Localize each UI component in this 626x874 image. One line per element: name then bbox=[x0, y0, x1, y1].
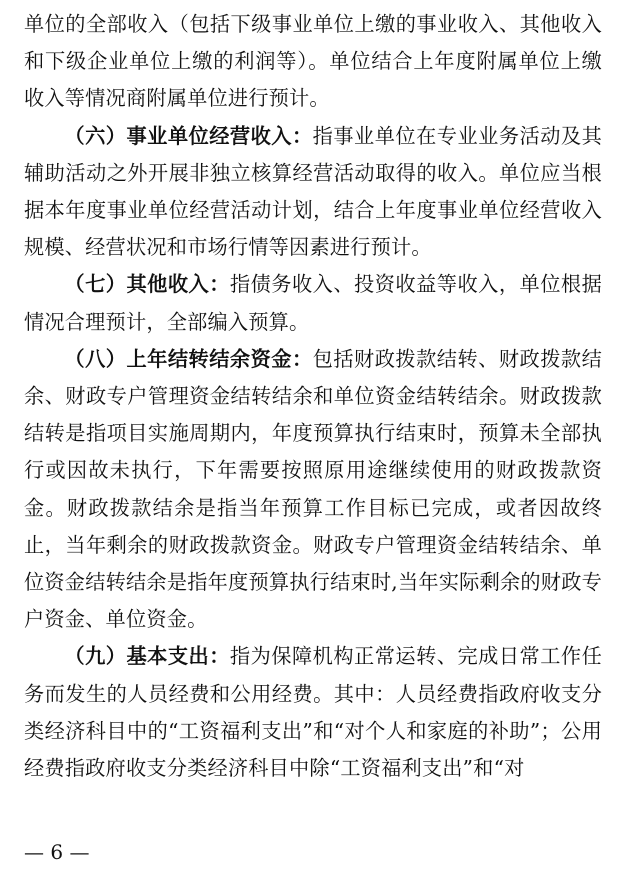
paragraph-continued bbox=[24, 6, 602, 118]
page-number: — 6 — bbox=[24, 840, 90, 864]
paragraph-text: 指债务收入、投资收益等收入，单位根据情况合理预计，全部编入预算。 bbox=[24, 272, 602, 334]
paragraph-section-9 bbox=[24, 638, 602, 787]
section-heading: （六）事业单位经营收入： bbox=[64, 123, 313, 148]
paragraph-section-8 bbox=[24, 341, 602, 639]
section-heading: （七）其他收入： bbox=[64, 272, 230, 297]
paragraph-text: 指事业单位在专业业务活动及其辅助活动之外开展非独立核算经营活动取得的收入。单位应当根据本年度事业单位经营活动计划，结合上年度事业单位经营收入规模、经营状况和市场行情等因素进行预计。 bbox=[24, 123, 602, 260]
paragraph-text: 包括财政拨款结转、财政拨款结余、财政专户管理资金结转结余和单位资金结转结余。财政拨款结转是指项目实施周期内，年度预算执行结束时，预算未全部执行或因故未执行，下年需要按照原用途继续使用的财政拨款资金。财政拨款结余是指当年预算工作目标已完成，或者因故终止，当年剩余的财政拨款资金。财政专户管理资金结转结余、单位资金结转结余是指年度预算执行结束时,当年实际剩余的财政专户资金、单位资金。 bbox=[24, 346, 602, 632]
paragraph-text: 指为保障机构正常运转、完成日常工作任务而发生的人员经费和公用经费。其中：人员经费指政府收支分类经济科目中的“工资福利支出”和“对个人和家庭的补助”；公用经费指政府收支分类经济科目中除“工资福利支出”和“对 bbox=[24, 644, 602, 781]
paragraph-section-6 bbox=[24, 118, 602, 267]
document-page bbox=[24, 6, 602, 787]
section-heading: （八）上年结转结余资金： bbox=[64, 346, 313, 371]
paragraph-section-7 bbox=[24, 266, 602, 340]
section-heading: （九）基本支出： bbox=[64, 644, 230, 669]
paragraph-text: 单位的全部收入（包括下级事业单位上缴的事业收入、其他收入和下级企业单位上缴的利润等）。单位结合上年度附属单位上缴收入等情况商附属单位进行预计。 bbox=[24, 12, 602, 111]
